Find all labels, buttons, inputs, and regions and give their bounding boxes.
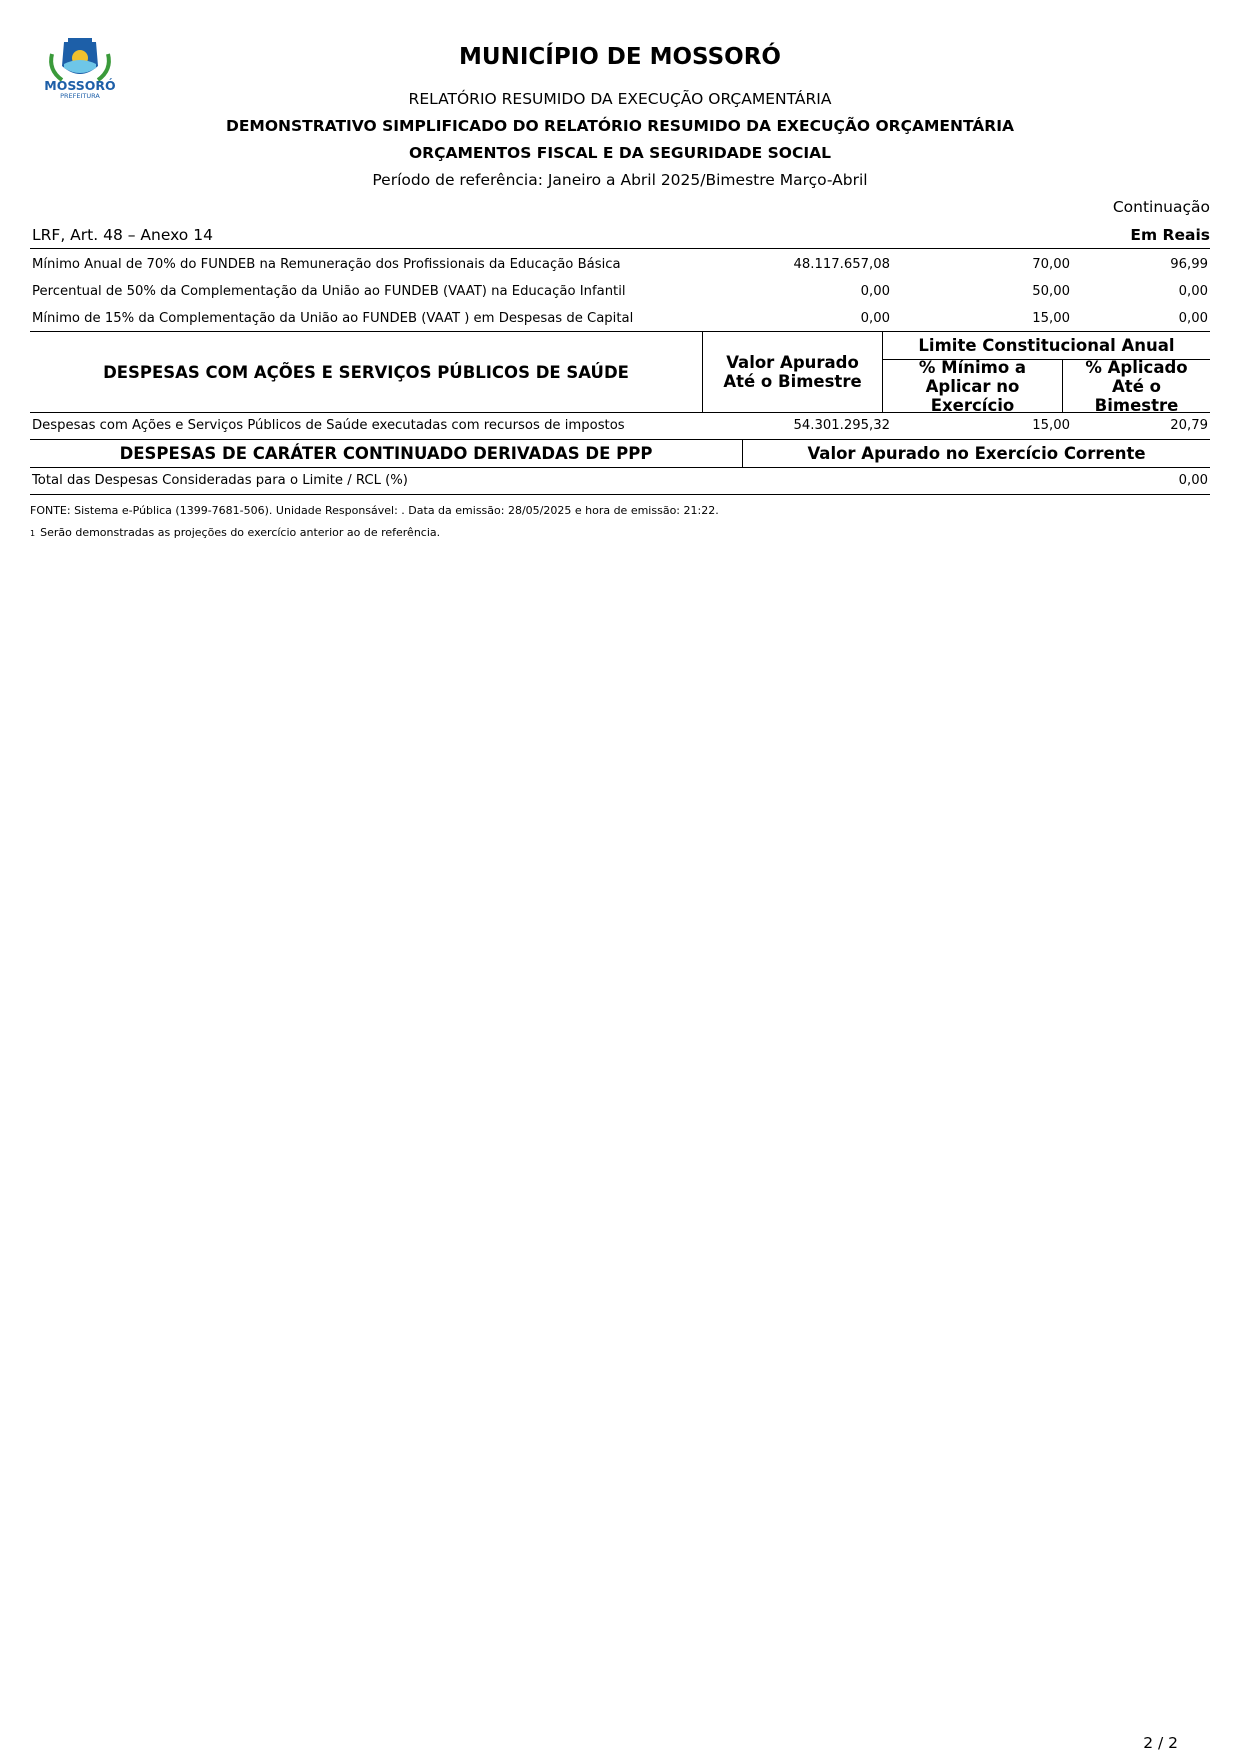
row-applied: 0,00 xyxy=(1178,311,1208,326)
reference-period: Período de referência: Janeiro a Abril 2025/Bimestre Março-Abril xyxy=(372,171,868,189)
minimo-aplicar-header: % Mínimo a Aplicar no Exercício xyxy=(883,360,1063,412)
continuation-label: Continuação xyxy=(1112,198,1210,216)
footnote xyxy=(30,526,440,539)
fundeb-rows xyxy=(30,251,1210,332)
row-value: 0,00 xyxy=(860,284,890,299)
health-header xyxy=(30,331,1210,413)
row-value: 0,00 xyxy=(860,311,890,326)
row-applied: 0,00 xyxy=(1178,284,1208,299)
table-row xyxy=(30,305,1210,332)
limite-constitucional-header: Limite Constitucional Anual xyxy=(883,332,1210,360)
page-number: 2 / 2 xyxy=(1143,1734,1178,1752)
footnote-text: Serão demonstradas as projeções do exercício anterior ao de referência. xyxy=(40,526,441,539)
page-title: MUNICÍPIO DE MOSSORÓ xyxy=(459,44,781,70)
row-applied: 20,79 xyxy=(1170,418,1208,433)
row-applied: 96,99 xyxy=(1170,257,1208,272)
health-title: DESPESAS COM AÇÕES E SERVIÇOS PÚBLICOS DE SAÚDE xyxy=(30,332,703,412)
ppp-value-header: Valor Apurado no Exercício Corrente xyxy=(807,444,1146,463)
ppp-title: DESPESAS DE CARÁTER CONTINUADO DERIVADAS DE PPP xyxy=(30,440,743,467)
row-label: Despesas com Ações e Serviços Públicos de Saúde executadas com recursos de impostos xyxy=(32,418,625,433)
row-value: 0,00 xyxy=(1178,473,1208,488)
row-limit: 70,00 xyxy=(1032,257,1070,272)
table-row xyxy=(30,467,1210,494)
table-row xyxy=(30,251,1210,278)
logo-text: MOSSORÓ xyxy=(44,78,116,93)
source-note: FONTE: Sistema e-Pública (1399-7681-506). Unidade Responsável: . Data da emissão: 28/05/2025 e hora de emissão: 21:22. xyxy=(30,504,719,517)
report-subtitle: DEMONSTRATIVO SIMPLIFICADO DO RELATÓRIO RESUMIDO DA EXECUÇÃO ORÇAMENTÁRIA xyxy=(225,117,1015,135)
row-limit: 15,00 xyxy=(1032,311,1070,326)
row-limit: 50,00 xyxy=(1032,284,1070,299)
row-label: Mínimo de 15% da Complementação da União ao FUNDEB (VAAT ) em Despesas de Capital xyxy=(32,311,634,326)
ppp-header xyxy=(30,439,1210,468)
footnote-marker: 1 xyxy=(30,529,36,538)
valor-apurado-header: Valor Apurado Até o Bimestre xyxy=(703,332,883,412)
annex-line xyxy=(30,224,1210,249)
aplicado-header: % Aplicado Até o Bimestre xyxy=(1085,357,1188,415)
row-value: 48.117.657,08 xyxy=(793,257,890,272)
annex-label: LRF, Art. 48 – Anexo 14 xyxy=(32,226,213,244)
row-limit: 15,00 xyxy=(1032,418,1070,433)
row-label: Total das Despesas Consideradas para o Limite / RCL (%) xyxy=(32,473,408,488)
table-row xyxy=(30,412,1210,439)
report-name: RELATÓRIO RESUMIDO DA EXECUÇÃO ORÇAMENTÁRIA xyxy=(408,90,832,108)
health-rows xyxy=(30,412,1210,439)
row-label: Mínimo Anual de 70% do FUNDEB na Remuneração dos Profissionais da Educação Básica xyxy=(32,257,621,272)
ppp-rows xyxy=(30,467,1210,495)
table-row xyxy=(30,278,1210,305)
budget-scope: ORÇAMENTOS FISCAL E DA SEGURIDADE SOCIAL xyxy=(408,144,831,162)
row-label: Percentual de 50% da Complementação da União ao FUNDEB (VAAT) na Educação Infantil xyxy=(32,284,626,299)
logo-subtext: PREFEITURA xyxy=(60,92,100,100)
row-value: 54.301.295,32 xyxy=(793,418,890,433)
units-label: Em Reais xyxy=(1130,226,1210,244)
